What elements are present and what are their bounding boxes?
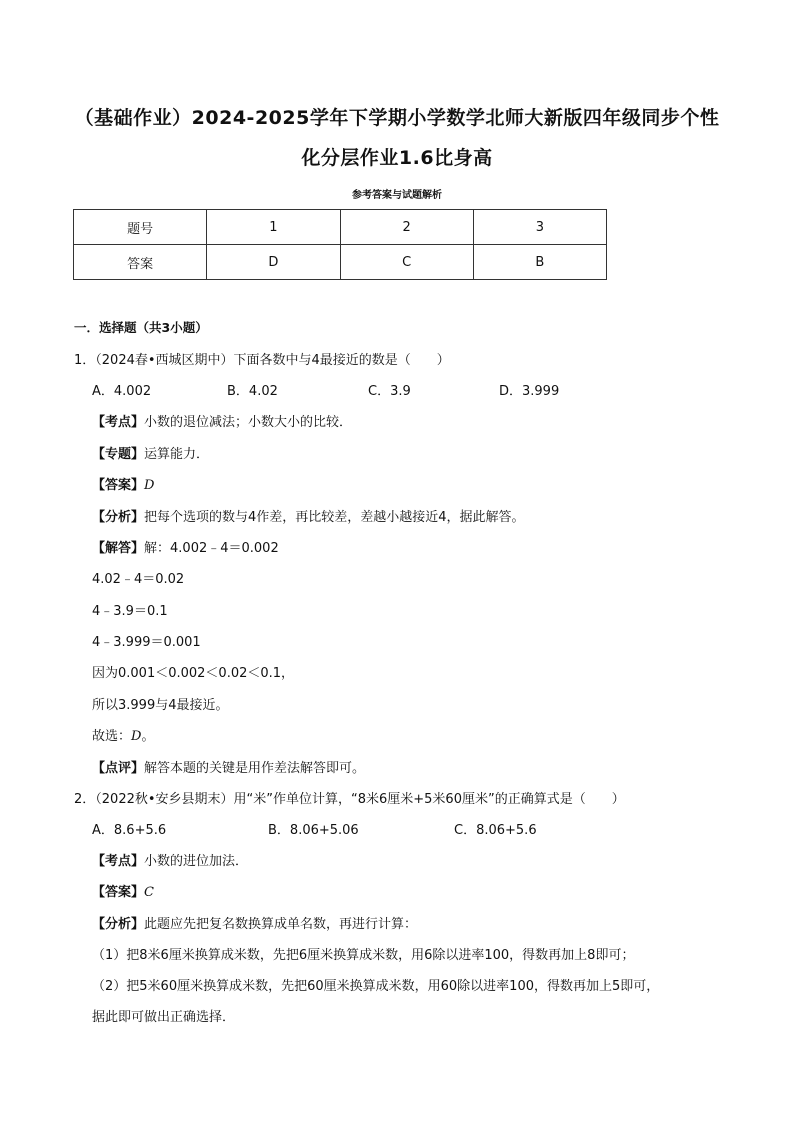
kaodian-text: 小数的进位加法． <box>144 854 249 869</box>
q1-fenxi <box>92 506 525 525</box>
option-d: D．3.999 <box>499 384 560 399</box>
option-b: B．8.06+5.06 <box>268 823 359 838</box>
table-cell: 答案 <box>74 245 207 280</box>
table-cell: B <box>473 245 606 280</box>
zhuanti-tag: 【专题】 <box>92 447 145 462</box>
kaodian-tag: 【考点】 <box>92 415 145 430</box>
answer-table-header-row <box>74 210 607 245</box>
jieda-text: 解：4.002﹣4＝0.002 <box>144 541 279 556</box>
option-a: A．4.002 <box>92 384 152 399</box>
solution-line: 4﹣3.999＝0.001 <box>92 635 201 650</box>
question-2-stem: 2．（2022秋•安乡县期末）用“米”作单位计算，“8米6厘米+5米60厘米”的正确算式是（ ） <box>74 792 625 807</box>
daan-tag: 【答案】 <box>92 478 145 493</box>
solution-line: 因为0.001＜0.002＜0.02＜0.1， <box>92 666 295 681</box>
question-2-options <box>92 819 692 837</box>
document-subtitle: 参考答案与试题解析 <box>352 190 442 201</box>
q1-zhuanti <box>92 443 209 462</box>
fenxi-text: 把每个选项的数与4作差，再比较差，差越小越接近4，据此解答。 <box>144 510 525 525</box>
daan-text: C <box>144 885 154 900</box>
option-c: C．3.9 <box>368 384 411 399</box>
question-1-options <box>92 380 692 398</box>
daan-tag: 【答案】 <box>92 885 145 900</box>
analysis-step-1: （1）把8米6厘米换算成米数，先把6厘米换算成米数，用6除以进率100，得数再加上8即可； <box>92 948 635 963</box>
choice-prefix: 故选： <box>92 729 132 744</box>
option-c: C．8.06+5.6 <box>454 823 537 838</box>
option-a: A．8.6+5.6 <box>92 823 167 838</box>
q2-fenxi <box>92 913 417 932</box>
solution-line: 4.02﹣4＝0.02 <box>92 572 185 587</box>
answer-table <box>73 209 607 280</box>
section-title: 一．选择题（共3小题） <box>74 320 208 335</box>
option-b: B．4.02 <box>227 384 278 399</box>
fenxi-tag: 【分析】 <box>92 917 145 932</box>
analysis-step-2: （2）把5米60厘米换算成米数，先把60厘米换算成米数，用60除以进率100，得数再加上5即可， <box>92 979 660 994</box>
q1-jieda <box>92 537 279 556</box>
table-cell: 3 <box>473 210 606 245</box>
table-cell: C <box>340 245 473 280</box>
q1-dianping <box>92 757 365 776</box>
choice-suffix: 。 <box>141 729 155 744</box>
solution-line: 4﹣3.9＝0.1 <box>92 604 168 619</box>
jieda-tag: 【解答】 <box>92 541 145 556</box>
table-cell: 2 <box>340 210 473 245</box>
table-cell: 题号 <box>74 210 207 245</box>
question-1-stem: 1．（2024春•西城区期中）下面各数中与4最接近的数是（ ） <box>74 353 450 368</box>
q1-daan <box>92 474 154 493</box>
kaodian-text: 小数的退位减法；小数大小的比较． <box>144 415 353 430</box>
dianping-text: 解答本题的关键是用作差法解答即可。 <box>144 761 366 776</box>
fenxi-tag: 【分析】 <box>92 510 145 525</box>
q1-final-choice <box>92 725 154 744</box>
solution-line: 所以3.999与4最接近。 <box>92 698 229 713</box>
q2-daan <box>92 881 154 900</box>
table-cell: D <box>207 245 340 280</box>
q2-kaodian <box>92 850 248 869</box>
analysis-step-3: 据此即可做出正确选择． <box>92 1010 236 1025</box>
zhuanti-text: 运算能力． <box>144 447 210 462</box>
document-title-line-2: 化分层作业1.6比身高 <box>301 147 493 169</box>
kaodian-tag: 【考点】 <box>92 854 145 869</box>
q1-kaodian <box>92 411 352 430</box>
choice-answer: D <box>131 729 142 744</box>
answer-table-answer-row <box>74 245 607 280</box>
daan-text: D <box>144 478 155 493</box>
document-title-line-1: （基础作业）2024-2025学年下学期小学数学北师大新版四年级同步个性 <box>74 107 720 129</box>
dianping-tag: 【点评】 <box>92 761 145 776</box>
table-cell: 1 <box>207 210 340 245</box>
fenxi-text: 此题应先把复名数换算成单名数，再进行计算： <box>144 917 418 932</box>
